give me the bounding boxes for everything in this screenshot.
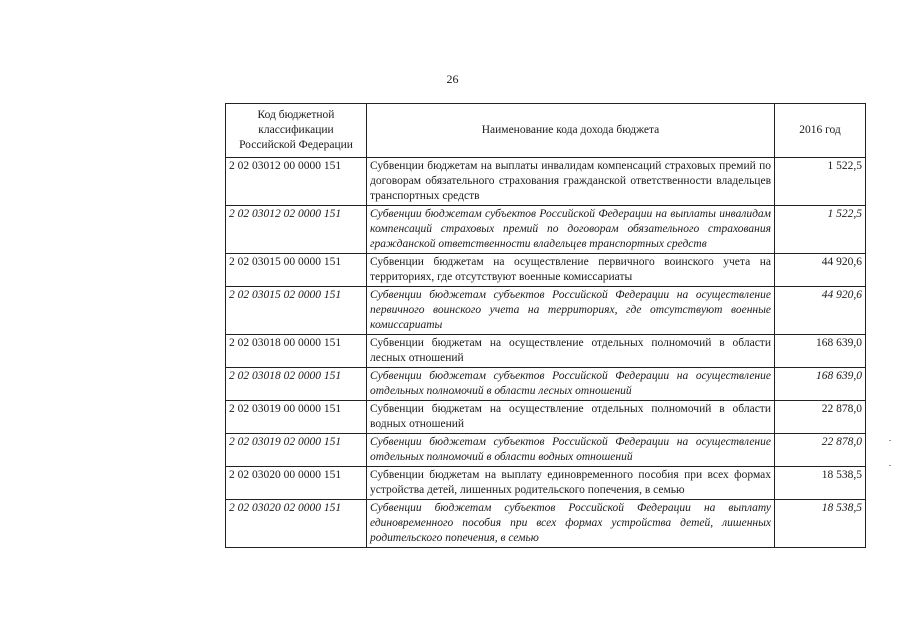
- amount-cell: 1 522,5: [775, 206, 866, 254]
- header-name: Наименование кода дохода бюджета: [367, 104, 775, 158]
- scan-mark: [889, 440, 891, 441]
- table-row: [226, 206, 866, 254]
- budget-code-cell: 2 02 03015 02 0000 151: [226, 287, 367, 335]
- page-number: 26: [446, 72, 459, 86]
- table-row: [226, 500, 866, 548]
- amount-cell: 22 878,0: [775, 434, 866, 467]
- table-row: [226, 254, 866, 287]
- budget-code-cell: 2 02 03018 02 0000 151: [226, 368, 367, 401]
- budget-code-cell: 2 02 03019 00 0000 151: [226, 401, 367, 434]
- revenue-name-cell: Субвенции бюджетам на осуществление первичного воинского учета на территориях, где отсутствуют военные комиссариаты: [367, 254, 775, 287]
- amount-cell: 44 920,6: [775, 287, 866, 335]
- table-row: [226, 467, 866, 500]
- table-row: [226, 368, 866, 401]
- revenue-name-cell: Субвенции бюджетам субъектов Российской Федерации на выплаты инвалидам компенсаций страховых премий по договорам обязательного страхования гражданской ответственности владельцев транспортных средств: [367, 206, 775, 254]
- table-row: [226, 287, 866, 335]
- amount-cell: 168 639,0: [775, 368, 866, 401]
- amount-cell: 18 538,5: [775, 500, 866, 548]
- budget-code-cell: 2 02 03019 02 0000 151: [226, 434, 367, 467]
- scan-mark: [889, 465, 891, 466]
- amount-cell: 168 639,0: [775, 335, 866, 368]
- table-header-row: [226, 104, 866, 158]
- table-row: [226, 401, 866, 434]
- revenue-name-cell: Субвенции бюджетам субъектов Российской Федерации на осуществление отдельных полномочий в области лесных отношений: [367, 368, 775, 401]
- revenue-name-cell: Субвенции бюджетам на выплату единовременного пособия при всех формах устройства детей, лишенных родительского попечения, в семью: [367, 467, 775, 500]
- table-row: [226, 158, 866, 206]
- budget-code-cell: 2 02 03020 00 0000 151: [226, 467, 367, 500]
- budget-code-cell: 2 02 03012 02 0000 151: [226, 206, 367, 254]
- budget-code-cell: 2 02 03020 02 0000 151: [226, 500, 367, 548]
- amount-cell: 44 920,6: [775, 254, 866, 287]
- budget-revenue-table: [225, 103, 866, 548]
- amount-cell: 22 878,0: [775, 401, 866, 434]
- revenue-name-cell: Субвенции бюджетам на осуществление отдельных полномочий в области водных отношений: [367, 401, 775, 434]
- amount-cell: 1 522,5: [775, 158, 866, 206]
- budget-code-cell: 2 02 03015 00 0000 151: [226, 254, 367, 287]
- revenue-name-cell: Субвенции бюджетам субъектов Российской Федерации на выплату единовременного пособия при всех формах устройства детей, лишенных родительского попечения, в семью: [367, 500, 775, 548]
- budget-code-cell: 2 02 03018 00 0000 151: [226, 335, 367, 368]
- table-row: [226, 434, 866, 467]
- revenue-name-cell: Субвенции бюджетам субъектов Российской Федерации на осуществление отдельных полномочий в области водных отношений: [367, 434, 775, 467]
- table-row: [226, 335, 866, 368]
- amount-cell: 18 538,5: [775, 467, 866, 500]
- header-code: Код бюджетной классификации Российской Федерации: [226, 104, 367, 158]
- revenue-name-cell: Субвенции бюджетам субъектов Российской Федерации на осуществление первичного воинского учета на территориях, где отсутствуют военные комиссариаты: [367, 287, 775, 335]
- revenue-name-cell: Субвенции бюджетам на выплаты инвалидам компенсаций страховых премий по договорам обязательного страхования гражданской ответственности владельцев транспортных средств: [367, 158, 775, 206]
- revenue-name-cell: Субвенции бюджетам на осуществление отдельных полномочий в области лесных отношений: [367, 335, 775, 368]
- header-year: 2016 год: [775, 104, 866, 158]
- budget-code-cell: 2 02 03012 00 0000 151: [226, 158, 367, 206]
